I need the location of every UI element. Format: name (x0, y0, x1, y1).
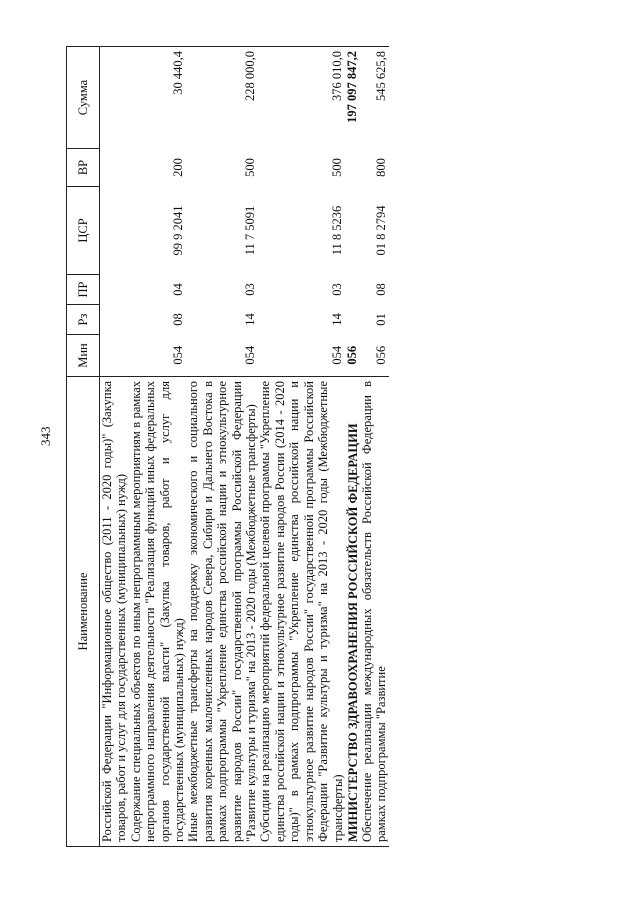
header-row (67, 47, 100, 847)
row-csr: 11 7 5091 (243, 205, 258, 256)
row-csr (345, 187, 360, 275)
row-vr (345, 149, 360, 187)
table-row (186, 47, 258, 847)
row-min: 056 (344, 345, 359, 365)
table-row (100, 47, 129, 847)
header-min: Мин (67, 335, 100, 377)
row-rz: 01 (373, 313, 388, 326)
header-rz: Рз (67, 305, 100, 335)
row-name: Иные межбюджетные трансферты на поддержку экономического и социального развития коренных малочисленных народов Севера, Сибири и Дальнего Востока в рамках подпрограммы "Укрепление единства российской нации и этнокультурное развитие народов России" государственной программы Российской Федерации "Развитие культуры и туризма" на 2013 - 2020 годы (Межбюджетные трансферты) (186, 377, 258, 847)
row-min: 056 (373, 345, 388, 365)
row-pr (100, 275, 129, 305)
row-name: Обеспечение реализации международных обязательств Российской Федерации в рамках подпрограммы "Развитие (360, 377, 389, 847)
header-sum: Сумма (67, 47, 100, 149)
table-row (129, 47, 187, 847)
row-pr: 03 (243, 283, 258, 296)
row-name: Содержание специальных объектов по иным непрограммным мероприятиям в рамках непрограммного направления деятельности "Реализация функций иных федеральных органов государственной власти" (Закупка товаров, работ и услуг для государственных (муниципальных) нужд) (129, 377, 187, 847)
header-csr: ЦСР (67, 187, 100, 275)
row-min: 054 (243, 345, 258, 365)
row-csr: 11 8 5236 (329, 205, 344, 256)
table-row (360, 47, 389, 847)
row-csr: 01 8 2794 (373, 205, 388, 256)
header-pr: ПР (67, 275, 100, 305)
row-rz (100, 305, 129, 335)
row-rz (345, 305, 360, 335)
row-sum: 197 097 847,2 (345, 47, 360, 149)
row-vr: 500 (329, 158, 344, 177)
row-pr: 04 (171, 283, 186, 296)
row-sum (100, 47, 129, 149)
row-name: Российской Федерации "Информационное общество (2011 - 2020 годы)" (Закупка товаров, работ и услуг для государственных (муниципальных) нужд) (100, 377, 129, 847)
row-csr (100, 187, 129, 275)
table-row (345, 47, 360, 847)
row-pr: 03 (329, 283, 344, 296)
row-rz: 14 (329, 313, 344, 326)
header-name: Наименование (67, 377, 100, 847)
rotated-table-wrapper (66, 47, 620, 847)
row-csr: 99 9 2041 (171, 205, 186, 256)
row-vr: 500 (243, 158, 258, 177)
row-sum: 545 625,8 (360, 47, 389, 149)
row-name: Субсидии на реализацию мероприятий федеральной целевой программы "Укрепление единства российской нации и этнокультурное развитие народов России (2014 - 2020 годы)" в рамках подпрограммы "Укрепление единства российской нации и этнокультурное развитие народов России" государственной программы Российской Федерации "Развитие культуры и туризма" на 2013 - 2020 годы (Межбюджетные трансферты) (258, 377, 344, 847)
header-vr: ВР (67, 149, 100, 187)
row-rz: 14 (243, 313, 258, 326)
row-rz: 08 (171, 313, 186, 326)
row-min: 054 (329, 345, 344, 365)
row-vr: 200 (171, 158, 186, 177)
table-row (258, 47, 344, 847)
budget-table (66, 46, 389, 847)
row-sum: 376 010,0 (258, 47, 344, 149)
row-sum: 30 440,4 (129, 47, 187, 149)
row-min: 054 (171, 345, 186, 365)
row-vr: 800 (373, 158, 388, 177)
row-vr (100, 149, 129, 187)
row-sum: 228 000,0 (186, 47, 258, 149)
page-number: 343 (38, 426, 53, 446)
row-pr (345, 275, 360, 305)
row-min (100, 335, 129, 377)
row-name: МИНИСТЕРСТВО ЗДРАВООХРАНЕНИЯ РОССИЙСКОЙ ФЕДЕРАЦИИ (345, 377, 360, 847)
row-pr: 08 (373, 283, 388, 296)
